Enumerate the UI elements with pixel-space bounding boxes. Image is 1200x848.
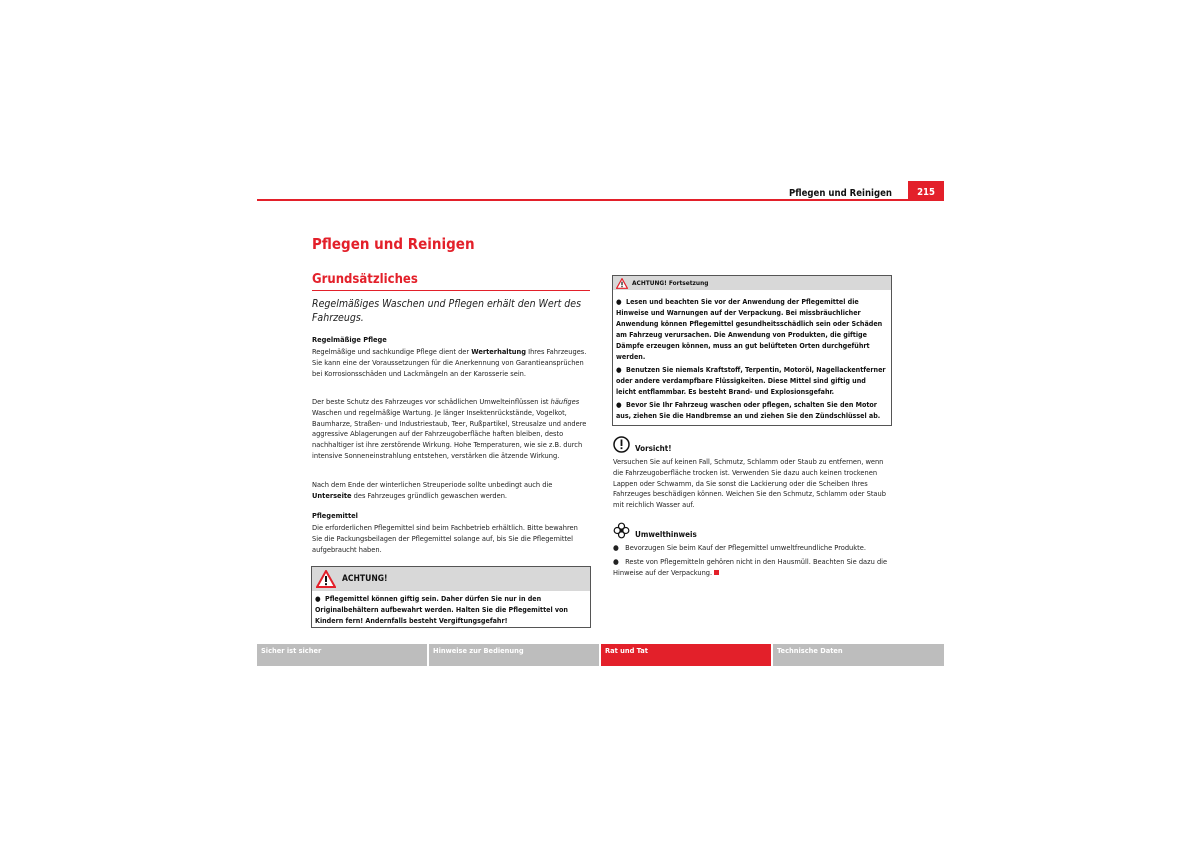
- caution-header: [613, 436, 672, 455]
- environment-bullet: ● Reste von Pflegemitteln gehören nicht in den Hausmüll. Beachten Sie dazu die Hinweise auf der Verpackung.: [613, 557, 888, 577]
- paragraph-care: Regelmäßige und sachkundige Pflege dient der Werterhaltung Ihres Fahrzeuges. Sie kann eine der Voraussetzungen für die Anerkennung von Garantieansprüchen bei Korrosionsschäden und Lackmängeln an der Karosserie sein.: [312, 347, 587, 378]
- nav-tab-safety[interactable]: Sicher ist sicher: [257, 644, 427, 666]
- warning-box: [311, 566, 591, 628]
- caution-title: Vorsicht!: [635, 444, 672, 453]
- paragraph-underside: Nach dem Ende der winterlichen Streuperiode sollte unbedingt auch die Unterseite des Fahrzeuges gründlich gewaschen werden.: [312, 480, 553, 500]
- warning-triangle-icon: [616, 278, 628, 289]
- warning-bullet: ● Lesen und beachten Sie vor der Anwendung der Pflegemittel die Hinweise und Warnungen auf der Verpackung. Bei missbräuchlicher Anwendung können Pflegemittel gesundheitsschädlich sein oder Schäden am Fahrzeug verursachen. Die Anwendung von Produkten, die giftige Dämpfe erzeugen können, muss an gut belüfteten Orten durchgeführt werden.: [616, 297, 883, 361]
- caution-exclamation-icon: [613, 436, 630, 455]
- subheading-care-products: Pflegemittel: [312, 511, 358, 520]
- running-header-title: Pflegen und Reinigen: [789, 188, 892, 199]
- subheading-regular-care: Regelmäßige Pflege: [312, 335, 387, 344]
- environment-title: Umwelthinweis: [635, 529, 697, 539]
- nav-tab-advice[interactable]: Rat und Tat: [601, 644, 771, 666]
- warning-bullet: ● Benutzen Sie niemals Kraftstoff, Terpentin, Motoröl, Nagellackentferner oder andere verdampfbare Flüssigkeiten. Diese Mittel sind giftig und leicht entflammbar. Es besteht Brand- und Explosionsgefahr.: [616, 365, 886, 396]
- warning-continuation-box: [612, 275, 892, 426]
- warning-bullet: ● Pflegemittel können giftig sein. Daher dürfen Sie nur in den Originalbehältern aufbewahrt werden. Halten Sie die Pflegemittel von Kindern fern! Andernfalls besteht Vergiftungsgefahr!: [315, 594, 568, 625]
- paragraph-care-products: Die erforderlichen Pflegemittel sind beim Fachbetrieb erhältlich. Bitte bewahren Sie die Packungsbeilagen der Pflegemittel solange auf, bis Sie die Pflegemittel aufgebraucht haben.: [312, 523, 578, 554]
- end-marker-icon: [714, 570, 719, 575]
- section-title: Grundsätzliches: [312, 272, 418, 287]
- warning-header: [312, 567, 590, 591]
- warning-title: ACHTUNG!: [342, 574, 388, 584]
- chapter-title: Pflegen und Reinigen: [312, 235, 475, 253]
- nav-tab-technical-data[interactable]: Technische Daten: [773, 644, 944, 666]
- lead-text: Regelmäßiges Waschen und Pflegen erhält den Wert des Fahrzeugs.: [312, 298, 582, 324]
- header-rule: [257, 199, 944, 201]
- environment-bullet: ● Bevorzugen Sie beim Kauf der Pflegemittel umweltfreundliche Produkte.: [613, 543, 866, 552]
- flower-icon: [613, 522, 630, 541]
- caution-text: Versuchen Sie auf keinen Fall, Schmutz, Schlamm oder Staub zu entfernen, wenn die Fahrzeugoberfläche trocken ist. Verwenden Sie dazu auch keinen trockenen Lappen oder Schwamm, da Sie sonst die Lackierung oder die Scheiben Ihres Fahrzeuges beschädigen können. Weichen Sie den Schmutz, Schlamm oder Staub mit reichlich Wasser auf.: [613, 457, 886, 510]
- warning-body: [312, 591, 590, 629]
- warning-continuation-header: [613, 276, 891, 290]
- warning-continuation-body: [613, 290, 891, 424]
- section-rule: [312, 290, 590, 291]
- nav-tab-operation[interactable]: Hinweise zur Bedienung: [429, 644, 599, 666]
- paragraph-protection: Der beste Schutz des Fahrzeuges vor schädlichen Umwelteinflüssen ist häufiges Waschen und regelmäßige Wartung. Je länger Insektenrückstände, Vogelkot, Baumharze, Straßen- und Industriestaub, Teer, Rußpartikel, Streusalze und andere aggressive Ablagerungen auf der Fahrzeugoberfläche haften bleiben, desto nachhaltiger ist ihre zerstörende Wirkung. Hohe Temperaturen, wie sie z.B. durch intensive Sonneneinstrahlung entstehen, verstärken die ätzende Wirkung.: [312, 397, 587, 460]
- warning-continuation-title: ACHTUNG! Fortsetzung: [632, 279, 709, 287]
- page-number: 215: [908, 181, 944, 201]
- environment-header: [613, 522, 697, 541]
- warning-bullet: ● Bevor Sie Ihr Fahrzeug waschen oder pflegen, schalten Sie den Motor aus, ziehen Sie die Handbremse an und ziehen Sie den Zündschlüssel ab.: [616, 400, 881, 420]
- warning-triangle-icon: [316, 570, 336, 588]
